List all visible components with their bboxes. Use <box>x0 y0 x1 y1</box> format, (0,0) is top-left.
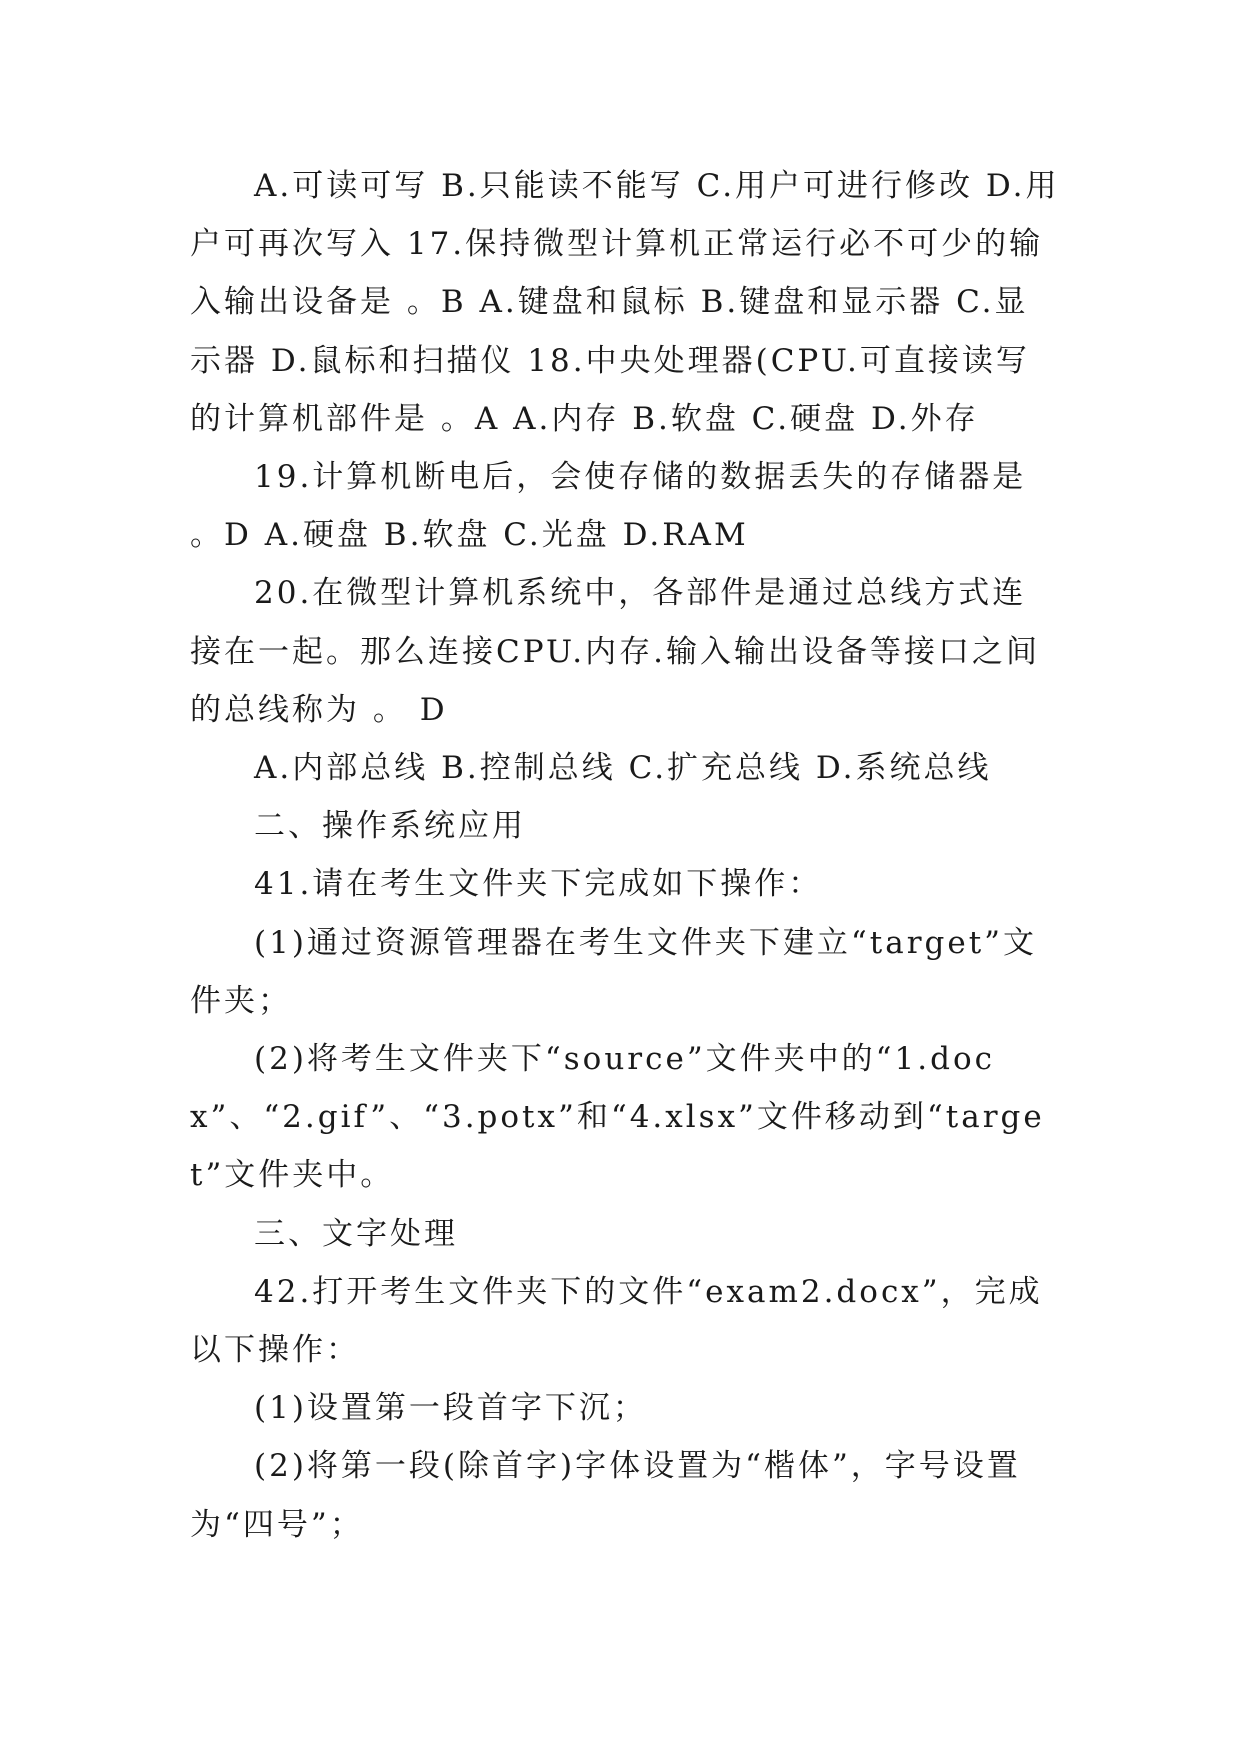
document-body <box>190 157 1060 1554</box>
paragraph: 19.计算机断电后，会使存储的数据丢失的存储器是 。D A.硬盘 B.软盘 C.光盘 D.RAM <box>190 459 1027 554</box>
paragraph: A.可读可写 B.只能读不能写 C.用户可进行修改 D.用户可再次写入 17.保持微型计算机正常运行必不可少的输入输出设备是 。B A.键盘和鼠标 B.键盘和显示器 C.显示器 D.鼠标和扫描仪 18.中央处理器(CPU.可直接读写的计算机部件是 。A A.内存 B.软盘 C.硬盘 D.外存 <box>190 168 1060 437</box>
paragraph: (1)设置第一段首字下沉； <box>254 1390 647 1427</box>
question-41: 41.请在考生文件夹下完成如下操作： <box>254 866 823 903</box>
question-42: 42.打开考生文件夹下的文件“exam2.docx”，完成以下操作： <box>190 1273 1043 1369</box>
paragraph: (1)通过资源管理器在考生文件夹下建立“target”文件夹； <box>190 924 1038 1019</box>
paragraph: A.内部总线 B.控制总线 C.扩充总线 D.系统总线 <box>254 750 992 787</box>
section-heading: 二、操作系统应用 <box>254 808 526 845</box>
paragraph: 20.在微型计算机系统中，各部件是通过总线方式连接在一起。那么连接CPU.内存.输入输出设备等接口之间的总线称为 。 D <box>190 575 1041 728</box>
paragraph: (2)将第一段(除首字)字体设置为“楷体”，字号设置为“四号”； <box>190 1448 1021 1543</box>
paragraph: (2)将考生文件夹下“source”文件夹中的“1.docx”、“2.gif”、“3.potx”和“4.xlsx”文件移动到“target”文件夹中。 <box>190 1041 1045 1194</box>
section-heading: 三、文字处理 <box>254 1215 458 1252</box>
